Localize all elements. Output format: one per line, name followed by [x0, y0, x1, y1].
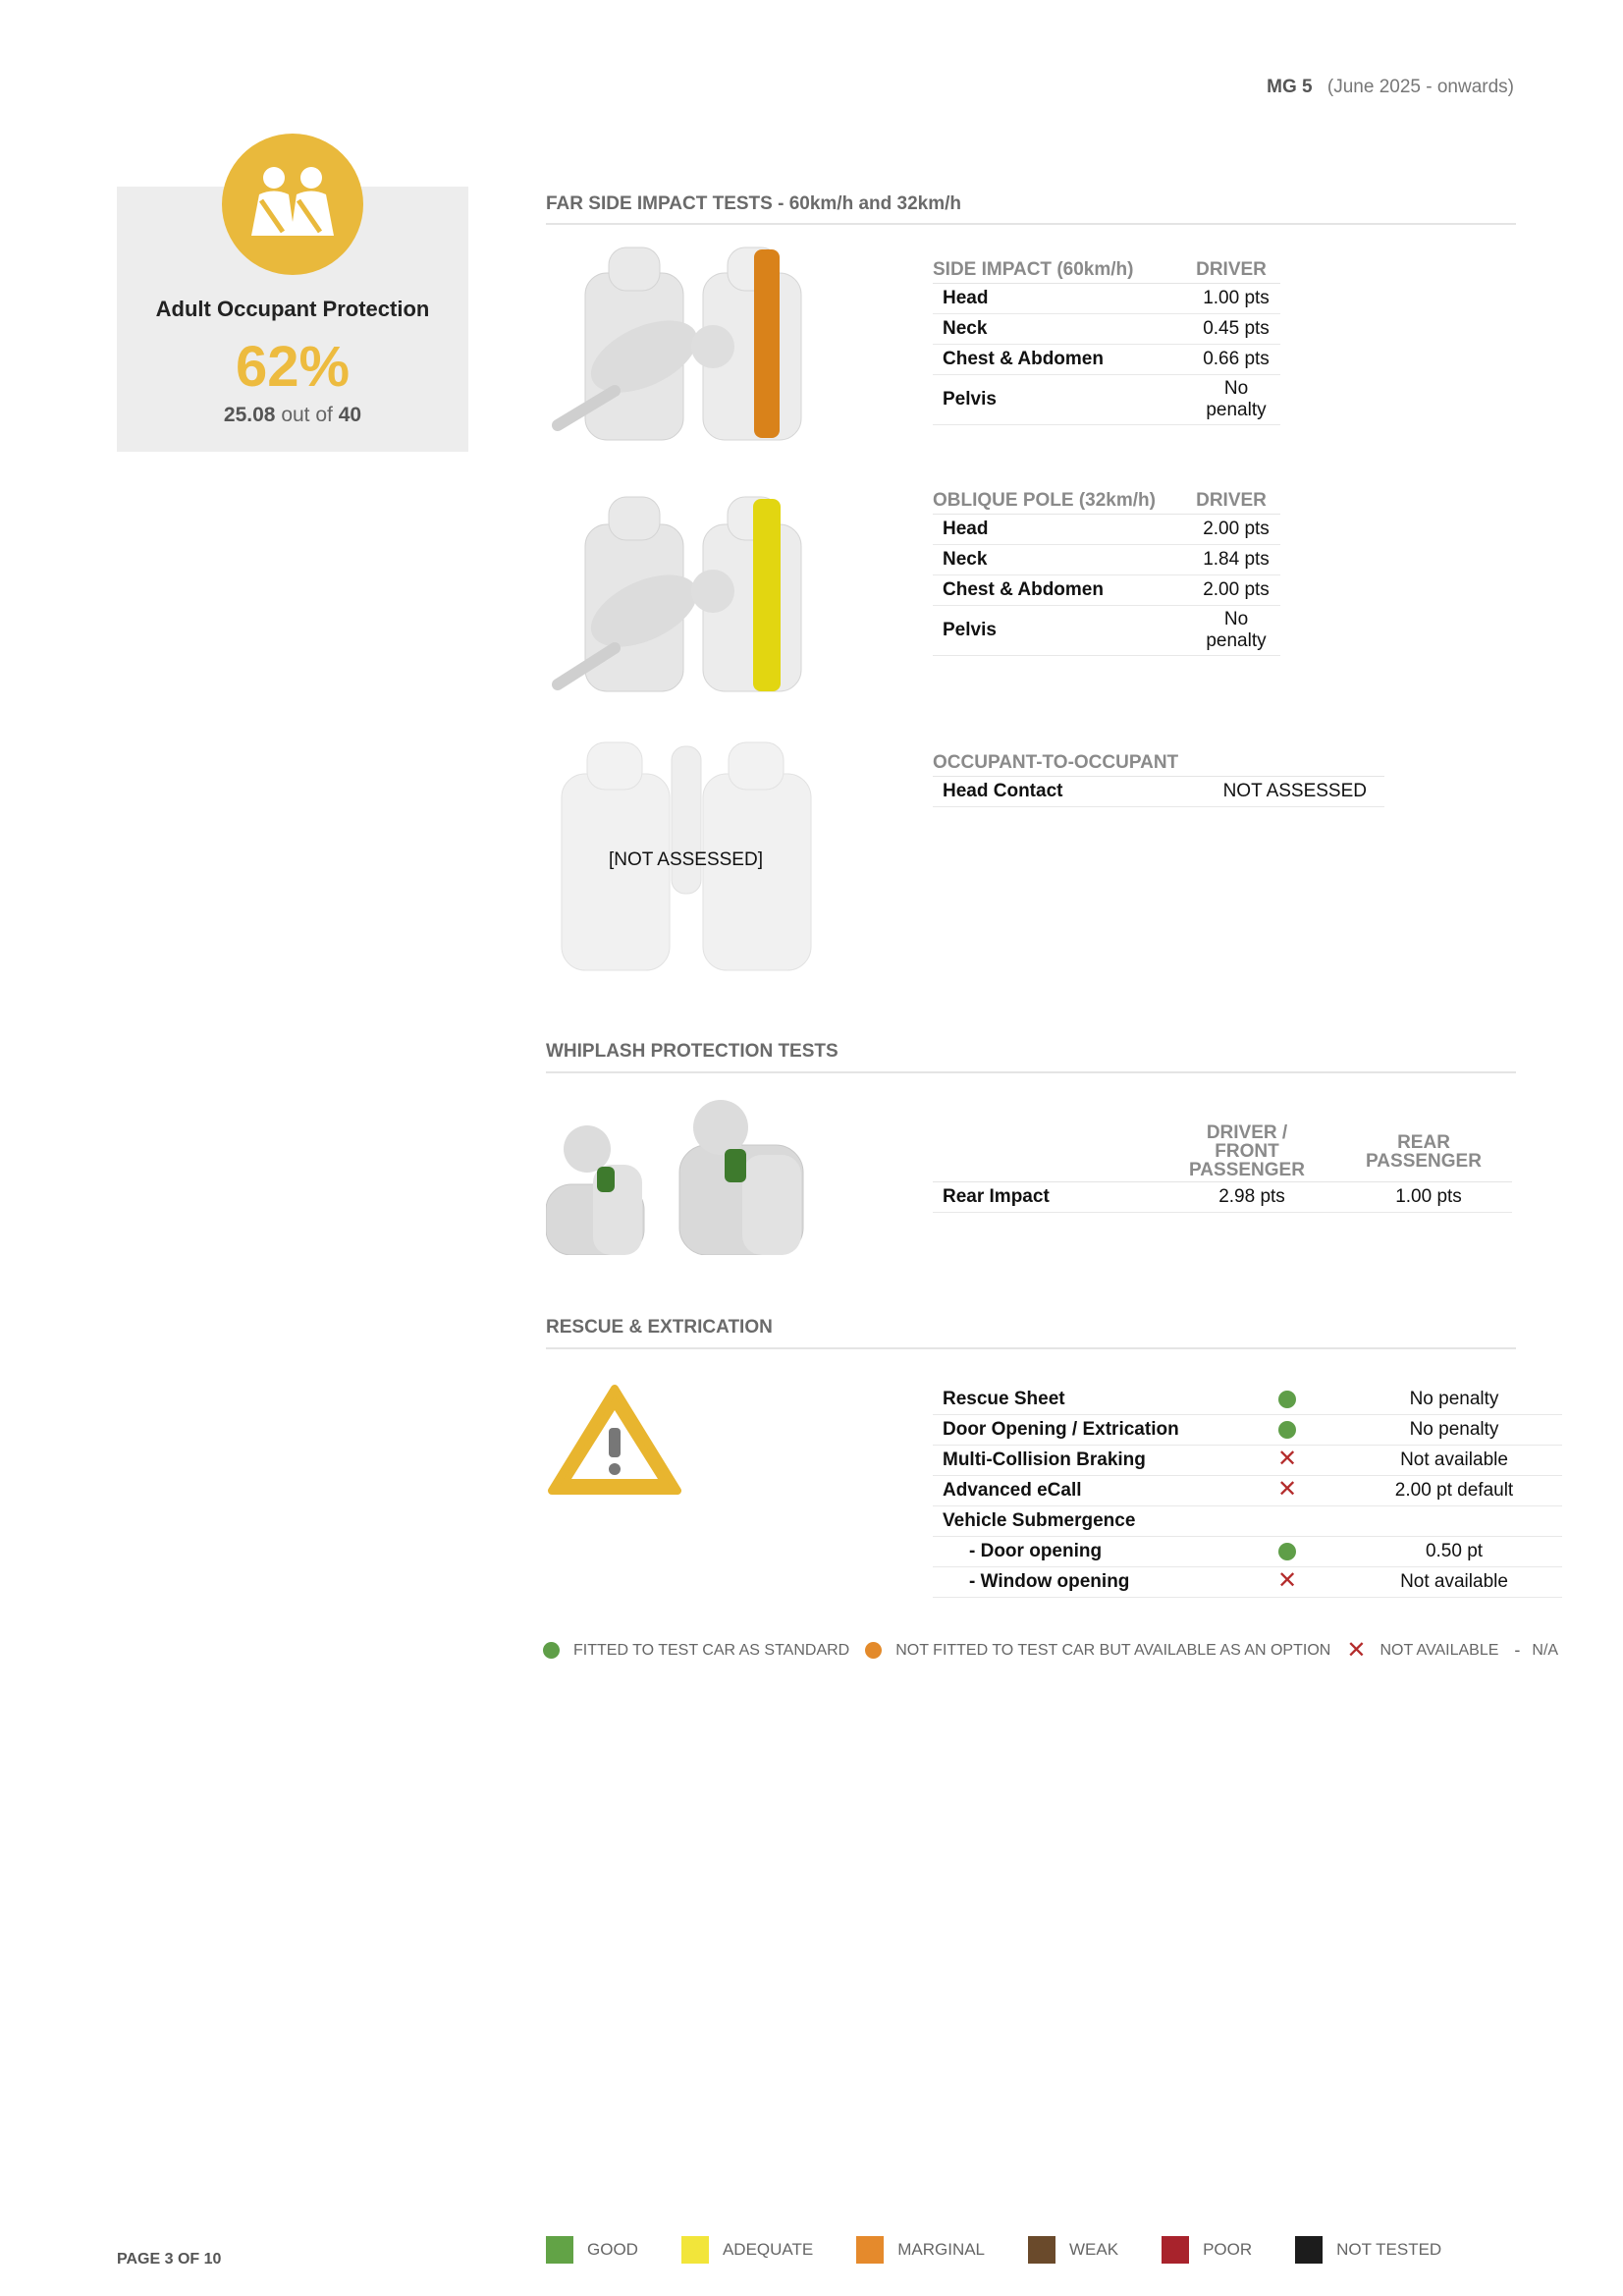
rating-label: POOR: [1203, 2240, 1253, 2259]
row-label: Chest & Abdomen: [933, 345, 1192, 375]
row-value: Not available: [1346, 1567, 1562, 1598]
row-value: No penalty: [1346, 1385, 1562, 1415]
whiplash-col-rear: [1345, 1123, 1512, 1182]
row-value: [1346, 1506, 1562, 1537]
score-out-of: out of: [281, 404, 333, 426]
row-value: NOT ASSESSED: [1206, 777, 1384, 807]
score-max: 40: [338, 404, 362, 426]
occupant-to-occupant-table: [933, 752, 1384, 807]
table-row: [933, 1567, 1562, 1598]
row-indicator: [1228, 1567, 1346, 1598]
green-dot-icon: [1278, 1391, 1296, 1408]
row-indicator: [1228, 1506, 1346, 1537]
orange-dot-icon: [865, 1642, 882, 1659]
row-label: Rescue Sheet: [933, 1385, 1228, 1415]
adult-occupant-badge: [222, 134, 363, 275]
col-header-line: REAR: [1397, 1131, 1450, 1153]
row-label: Advanced eCall: [933, 1476, 1228, 1506]
rating-label: NOT TESTED: [1336, 2240, 1442, 2259]
not-assessed-image-label: [NOT ASSESSED]: [609, 849, 763, 870]
oblique-pole-table: [933, 490, 1280, 656]
row-indicator: [1228, 1385, 1346, 1415]
side-impact-col-driver: DRIVER: [1192, 259, 1280, 284]
score-title: Adult Occupant Protection: [155, 297, 430, 321]
row-value: 1.84 pts: [1192, 545, 1280, 575]
row-label: Neck: [933, 545, 1192, 575]
legend-na: [1514, 1640, 1558, 1661]
cross-icon: ✕: [1276, 1445, 1298, 1472]
rating-legend-item: [1162, 2236, 1252, 2264]
rating-legend-item: [1028, 2236, 1118, 2264]
rating-swatch: [856, 2236, 884, 2264]
legend-label: NOT FITTED TO TEST CAR BUT AVAILABLE AS AN OPTION: [895, 1641, 1331, 1659]
dash-icon: -: [1514, 1640, 1521, 1660]
row-indicator: [1228, 1446, 1346, 1476]
row-value: 2.00 pts: [1192, 515, 1280, 545]
row-value: 2.00 pts: [1192, 575, 1280, 606]
oblique-pole-heading: OBLIQUE POLE (32km/h): [933, 490, 1192, 515]
rating-label: WEAK: [1069, 2240, 1119, 2259]
row-label: Door Opening / Extrication: [933, 1415, 1228, 1446]
cross-icon: ✕: [1276, 1475, 1298, 1503]
row-label: Head: [933, 284, 1192, 314]
table-row: [933, 515, 1280, 545]
whiplash-col-front: [1159, 1123, 1345, 1182]
row-label: - Door opening: [933, 1537, 1228, 1567]
row-label: Pelvis: [933, 375, 1192, 425]
table-row: [933, 1476, 1562, 1506]
rating-swatch: [1028, 2236, 1055, 2264]
table-row: [933, 1537, 1562, 1567]
rating-swatch: [546, 2236, 573, 2264]
page-number: PAGE 3 OF 10: [117, 2251, 222, 2268]
green-dot-icon: [1278, 1543, 1296, 1560]
col-header-line: PASSENGER: [1366, 1150, 1482, 1172]
rating-label: MARGINAL: [897, 2240, 986, 2259]
green-dot-icon: [543, 1642, 560, 1659]
legend-option: [865, 1642, 1330, 1660]
divider: [546, 1071, 1516, 1073]
oblique-pole-col-driver: DRIVER: [1192, 490, 1280, 515]
row-value: No penalty: [1192, 606, 1280, 656]
row-label: Rear Impact: [933, 1182, 1159, 1213]
row-value-rear: 1.00 pts: [1345, 1182, 1512, 1213]
far-side-title: FAR SIDE IMPACT TESTS - 60km/h and 32km/h: [546, 193, 962, 214]
rating-legend-item: [1295, 2236, 1441, 2264]
divider: [546, 223, 1516, 225]
legend-label: N/A: [1532, 1641, 1559, 1659]
occupant-to-occupant-heading: OCCUPANT-TO-OCCUPANT: [933, 752, 1384, 777]
rating-legend: [546, 2236, 1485, 2264]
adult-occupants-icon: [222, 134, 363, 275]
table-row: [933, 545, 1280, 575]
rescue-table: [933, 1385, 1562, 1598]
rating-swatch: [681, 2236, 709, 2264]
score-percent: 62%: [235, 335, 351, 399]
rating-legend-item: [856, 2236, 985, 2264]
table-row: [933, 1385, 1562, 1415]
row-value-front: 2.98 pts: [1159, 1182, 1345, 1213]
score-detail: [117, 404, 468, 427]
rescue-title: RESCUE & EXTRICATION: [546, 1317, 773, 1338]
table-row: [933, 345, 1280, 375]
rating-swatch: [1295, 2236, 1323, 2264]
row-value: 0.50 pt: [1346, 1537, 1562, 1567]
side-impact-heading: SIDE IMPACT (60km/h): [933, 259, 1192, 284]
warning-icon: [546, 1381, 683, 1499]
green-dot-icon: [1278, 1421, 1296, 1439]
row-value: 0.45 pts: [1192, 314, 1280, 345]
divider: [546, 1347, 1516, 1349]
cross-icon: ✕: [1346, 1636, 1367, 1664]
rating-legend-item: [546, 2236, 638, 2264]
row-value: 1.00 pts: [1192, 284, 1280, 314]
row-label: Chest & Abdomen: [933, 575, 1192, 606]
model-name: MG 5: [1267, 77, 1313, 97]
side-impact-seat-illustration: [546, 244, 821, 445]
score-points: 25.08: [223, 404, 276, 426]
cross-icon: ✕: [1276, 1566, 1298, 1594]
col-header-line: FRONT PASSENGER: [1189, 1141, 1305, 1180]
table-row: [933, 1446, 1562, 1476]
rating-label: GOOD: [587, 2240, 638, 2259]
row-value: No penalty: [1346, 1415, 1562, 1446]
whiplash-illustration: [546, 1098, 811, 1255]
row-label: Head Contact: [933, 777, 1206, 807]
row-label: - Window opening: [933, 1567, 1228, 1598]
row-indicator: [1228, 1476, 1346, 1506]
table-row: [933, 375, 1280, 425]
row-indicator: [1228, 1537, 1346, 1567]
rating-legend-item: [681, 2236, 813, 2264]
row-indicator: [1228, 1415, 1346, 1446]
whiplash-table: [933, 1123, 1512, 1213]
rating-label: ADEQUATE: [722, 2240, 814, 2259]
row-label: Pelvis: [933, 606, 1192, 656]
model-date-range: (June 2025 - onwards): [1326, 77, 1514, 97]
table-row: [933, 777, 1384, 807]
table-row: [933, 1506, 1562, 1537]
legend-label: FITTED TO TEST CAR AS STANDARD: [573, 1641, 850, 1659]
whiplash-title: WHIPLASH PROTECTION TESTS: [546, 1041, 839, 1062]
row-value: 0.66 pts: [1192, 345, 1280, 375]
equipment-legend: [543, 1636, 1574, 1664]
rating-swatch: [1162, 2236, 1189, 2264]
col-header-line: DRIVER /: [1206, 1122, 1288, 1143]
row-label: Multi-Collision Braking: [933, 1446, 1228, 1476]
legend-label: NOT AVAILABLE: [1380, 1641, 1499, 1659]
row-value: No penalty: [1192, 375, 1280, 425]
table-row: [933, 284, 1280, 314]
row-label: Head: [933, 515, 1192, 545]
table-row: [933, 1182, 1512, 1213]
table-row: [933, 575, 1280, 606]
table-row: [933, 1415, 1562, 1446]
row-value: Not available: [1346, 1446, 1562, 1476]
row-value: 2.00 pt default: [1346, 1476, 1562, 1506]
page-header: [1267, 77, 1514, 98]
row-label: Neck: [933, 314, 1192, 345]
oblique-pole-seat-illustration: [546, 493, 821, 699]
table-row: [933, 606, 1280, 656]
table-row: [933, 314, 1280, 345]
legend-not-available: [1346, 1636, 1499, 1664]
row-label: Vehicle Submergence: [933, 1506, 1228, 1537]
legend-fitted: [543, 1642, 849, 1660]
side-impact-table: [933, 259, 1280, 425]
